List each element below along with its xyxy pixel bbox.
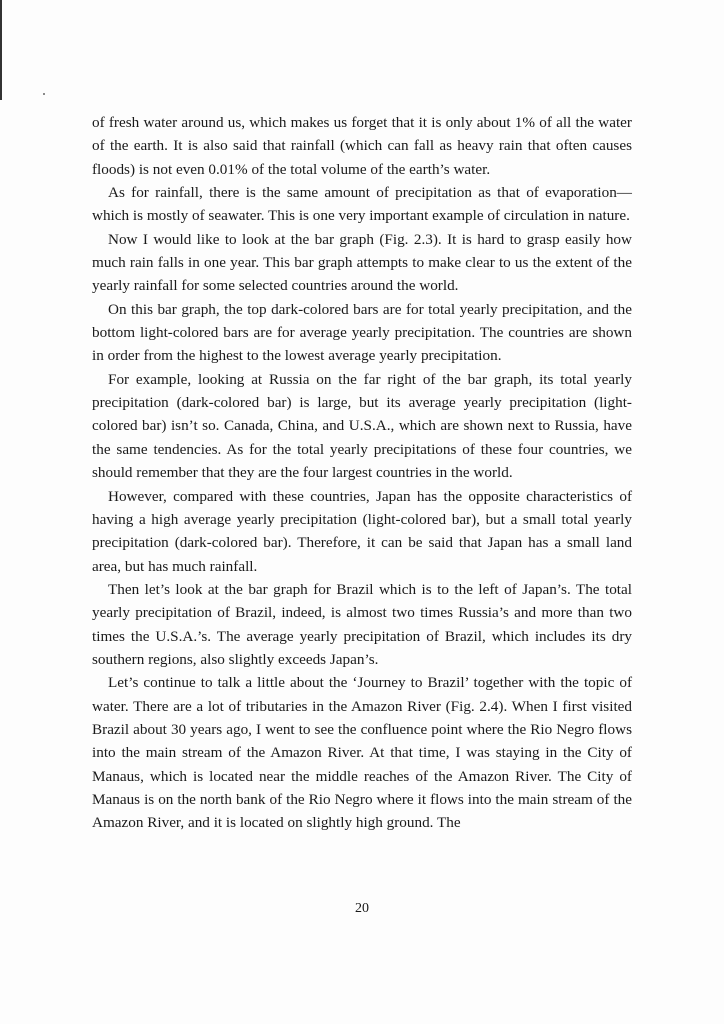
body-text <box>92 111 632 835</box>
paragraph-continued: of fresh water around us, which makes us forget that it is only about 1% of all the water of the earth. It is also said that rainfall (which can fall as heavy rain that often causes floods) is not even 0.01% of the total volume of the earth’s water. <box>92 114 632 178</box>
page-number: 20 <box>355 901 369 916</box>
scan-speck <box>43 93 45 95</box>
paragraph-bar-graph-intro: Now I would like to look at the bar graph (Fig. 2.3). It is hard to grasp easily how much rain falls in one year. This bar graph attempts to make clear to us the extent of the yearly rainfall for some selected countries around the world. <box>92 230 632 295</box>
paragraph-bar-graph-legend: On this bar graph, the top dark-colored bars are for total yearly precipitation, and the bottom light-colored bars are for average yearly precipitation. The countries are shown in order from the highest to the lowest average yearly precipitation. <box>92 300 632 365</box>
scan-edge-mark <box>0 0 2 100</box>
paragraph-brazil: Then let’s look at the bar graph for Brazil which is to the left of Japan’s. The total yearly precipitation of Brazil, indeed, is almost two times Russia’s and more than two times the U.S.A.’s. The average yearly precipitation of Brazil, which includes its dry southern regions, also slightly exceeds Japan’s. <box>92 580 632 668</box>
paragraph-journey-to-brazil: Let’s continue to talk a little about the ‘Journey to Brazil’ together with the topic of water. There are a lot of tributaries in the Amazon River (Fig. 2.4). When I first visited Brazil about 30 years ago, I went to see the confluence point where the Rio Negro flows into the main stream of the Amazon River. At that time, I was staying in the City of Manaus, which is located near the middle reaches of the Amazon River. The City of Manaus is on the north bank of the Rio Negro where it flows into the main stream of the Amazon River, and it is located on slightly high ground. The <box>92 674 632 832</box>
paragraph-japan-comparison: However, compared with these countries, Japan has the opposite characteristics of having a high average yearly precipitation (light-colored bar), but a small total yearly precipitation (dark-colored bar). Therefore, it can be said that Japan has a small land area, but has much rainfall. <box>92 487 632 575</box>
paragraph-russia-example: For example, looking at Russia on the far right of the bar graph, its total yearly precipitation (dark-colored bar) is large, but its average yearly precipitation (light-colored bar) isn’t so. Canada, China, and U.S.A., which are shown next to Russia, have the same tendencies. As for the total yearly precipitations of these four countries, we should remember that they are the four largest countries in the world. <box>92 370 632 482</box>
paragraph-rainfall-evaporation: As for rainfall, there is the same amount of precipitation as that of evaporation—which is mostly of seawater. This is one very important example of circulation in nature. <box>92 184 632 225</box>
